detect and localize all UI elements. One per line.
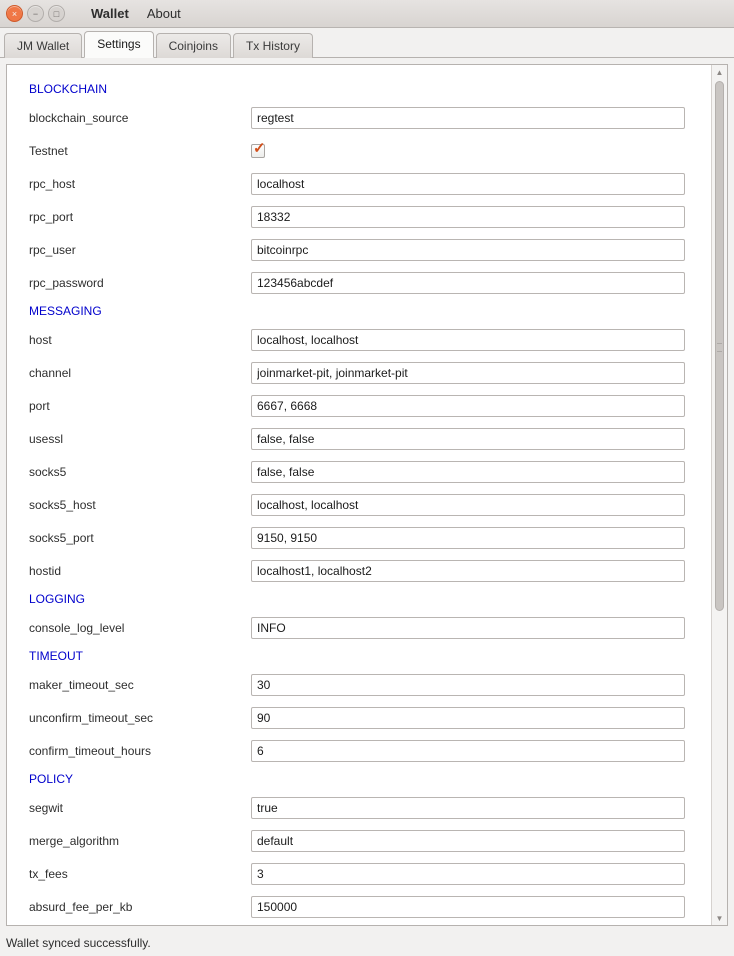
setting-input[interactable] [251, 107, 685, 129]
title-bar [0, 0, 734, 28]
setting-row [7, 134, 711, 167]
setting-row [7, 389, 711, 422]
scrollbar-thumb[interactable] [715, 81, 724, 611]
setting-label: hostid [29, 563, 62, 578]
settings-scroll-area [7, 65, 711, 925]
scroll-up-icon[interactable]: ▲ [715, 67, 724, 77]
setting-label: maker_timeout_sec [29, 677, 134, 692]
setting-input[interactable] [251, 830, 685, 852]
scrollbar-grip [717, 343, 722, 352]
setting-label: port [29, 398, 50, 413]
setting-row [7, 167, 711, 200]
setting-row [7, 488, 711, 521]
tab-settings[interactable]: Settings [84, 31, 153, 58]
setting-input[interactable] [251, 173, 685, 195]
section-title-timeout: TIMEOUT [29, 649, 83, 663]
setting-label: Testnet [29, 143, 68, 158]
setting-row [7, 455, 711, 488]
scroll-down-icon[interactable]: ▼ [715, 913, 724, 923]
maximize-glyph: □ [53, 8, 60, 19]
setting-row [7, 611, 711, 644]
minimize-glyph: − [32, 8, 39, 19]
setting-label: rpc_host [29, 176, 76, 191]
setting-input[interactable] [251, 362, 685, 384]
setting-label: host [29, 332, 52, 347]
setting-input[interactable] [251, 617, 685, 639]
setting-row [7, 356, 711, 389]
setting-input[interactable] [251, 797, 685, 819]
check-icon: ✓ [253, 139, 266, 157]
setting-input[interactable] [251, 428, 685, 450]
setting-input[interactable] [251, 740, 685, 762]
setting-label: rpc_password [29, 275, 104, 290]
window-controls [6, 5, 65, 22]
status-bar [0, 930, 734, 956]
close-glyph: × [11, 8, 18, 19]
section-title-logging: LOGGING [29, 592, 86, 606]
setting-input[interactable] [251, 329, 685, 351]
setting-checkbox[interactable] [251, 139, 266, 158]
setting-label: console_log_level [29, 620, 125, 635]
setting-row [7, 554, 711, 587]
setting-row [7, 233, 711, 266]
setting-input[interactable] [251, 527, 685, 549]
setting-label: usessl [29, 431, 64, 446]
setting-input[interactable] [251, 863, 685, 885]
maximize-icon[interactable] [48, 5, 65, 22]
setting-row [7, 521, 711, 554]
setting-label: tx_fees [29, 866, 68, 881]
settings-panel [6, 64, 728, 926]
setting-row [7, 323, 711, 356]
setting-label: segwit [29, 800, 64, 815]
setting-input[interactable] [251, 395, 685, 417]
checkbox-wrapper [251, 139, 685, 158]
setting-input[interactable] [251, 560, 685, 582]
setting-input[interactable] [251, 206, 685, 228]
setting-input[interactable] [251, 272, 685, 294]
tab-bar [0, 28, 734, 58]
setting-label: rpc_port [29, 209, 74, 224]
setting-row [7, 791, 711, 824]
setting-input[interactable] [251, 239, 685, 261]
scrollbar-track[interactable] [712, 79, 727, 911]
setting-row [7, 923, 711, 925]
setting-row [7, 101, 711, 134]
vertical-scrollbar[interactable] [711, 65, 727, 925]
setting-row [7, 734, 711, 767]
setting-label: rpc_user [29, 242, 76, 257]
minimize-icon[interactable] [27, 5, 44, 22]
setting-row [7, 422, 711, 455]
setting-row [7, 890, 711, 923]
tab-coinjoins[interactable]: Coinjoins [156, 33, 231, 58]
tab-tx-history[interactable]: Tx History [233, 33, 313, 58]
setting-label: merge_algorithm [29, 833, 120, 848]
setting-label: blockchain_source [29, 110, 129, 125]
section-title-messaging: MESSAGING [29, 304, 102, 318]
setting-label: socks5_port [29, 530, 94, 545]
setting-label: socks5_host [29, 497, 96, 512]
setting-row [7, 668, 711, 701]
setting-label: socks5 [29, 464, 67, 479]
setting-label: unconfirm_timeout_sec [29, 710, 154, 725]
setting-row [7, 824, 711, 857]
section-title-blockchain: BLOCKCHAIN [29, 82, 108, 96]
setting-input[interactable] [251, 896, 685, 918]
setting-row [7, 701, 711, 734]
setting-input[interactable] [251, 707, 685, 729]
setting-label: confirm_timeout_hours [29, 743, 152, 758]
setting-input[interactable] [251, 674, 685, 696]
setting-row [7, 857, 711, 890]
menu-bar [89, 5, 183, 22]
status-message: Wallet synced successfully. [6, 936, 151, 950]
setting-row [7, 200, 711, 233]
setting-input[interactable] [251, 494, 685, 516]
menu-item-wallet[interactable]: Wallet [91, 6, 129, 21]
section-title-policy: POLICY [29, 772, 74, 786]
close-icon[interactable] [6, 5, 23, 22]
setting-label: channel [29, 365, 72, 380]
tab-jm-wallet[interactable]: JM Wallet [4, 33, 82, 58]
setting-row [7, 266, 711, 299]
setting-input[interactable] [251, 461, 685, 483]
menu-item-about[interactable]: About [146, 6, 181, 21]
setting-label: absurd_fee_per_kb [29, 899, 133, 914]
